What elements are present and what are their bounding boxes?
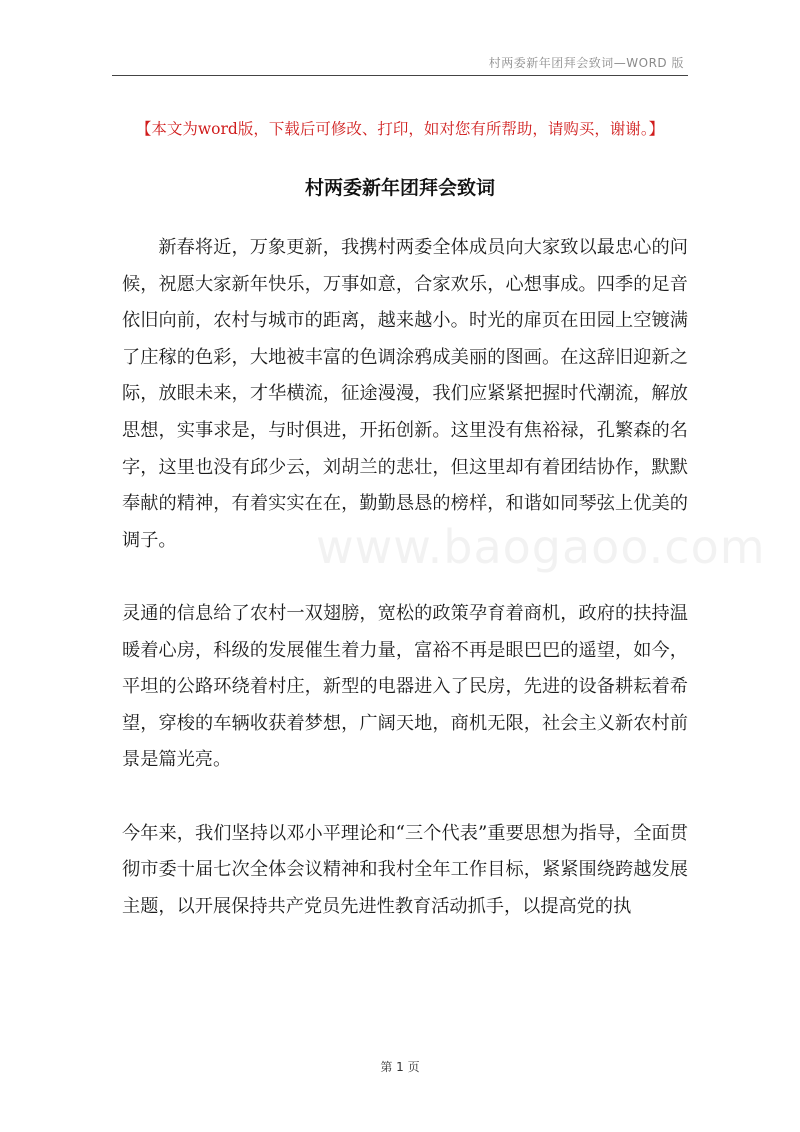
- document-title: 村两委新年团拜会致词: [304, 177, 495, 199]
- paragraph-2: 灵通的信息给了农村一双翅膀，宽松的政策孕育着商机，政府的扶持温暖着心房，科级的发展催生着力量，富裕不再是眼巴巴的遥望，如今，平坦的公路环绕着村庄，新型的电器进入了民房，先进的设备耕耘着希望，穿梭的车辆收获着梦想，广阔天地，商机无限，社会主义新农村前景是篇光亮。: [122, 602, 688, 771]
- paragraph-1: 新春将近，万象更新，我携村两委全体成员向大家致以最忠心的问候，祝愿大家新年快乐，万事如意，合家欢乐，心想事成。四季的足音依旧向前，农村与城市的距离，越来越小。时光的扉页在田园上空镀满了庄稼的色彩，大地被丰富的色调涂鸦成美丽的图画。在这辞旧迎新之际，放眼未来，才华横流，征途漫漫，我们应紧紧把握时代潮流，解放思想，实事求是，与时俱进，开拓创新。这里没有焦裕禄，孔繁森的名字，这里也没有邱少云，刘胡兰的悲壮，但这里却有着团结协作，默默奉献的精神，有着实实在在，勤勤恳恳的榜样，和谐如同琴弦上优美的调子。: [122, 237, 688, 551]
- running-header: 村两委新年团拜会致词—WORD 版: [488, 56, 684, 70]
- header-divider: [112, 75, 688, 76]
- watermark: www.baogaoo.com: [316, 520, 766, 574]
- page-number: 第 1 页: [380, 1060, 420, 1074]
- purchase-notice: 【本文为word版，下载后可修改、打印，如对您有所帮助，请购买，谢谢。】: [135, 120, 665, 138]
- document-body: [122, 230, 688, 925]
- paragraph-gap: [122, 779, 688, 816]
- paragraph-gap: [122, 559, 688, 596]
- paragraph-3: 今年来，我们坚持以邓小平理论和“三个代表”重要思想为指导，全面贯彻市委十届七次全体会议精神和我村全年工作目标，紧紧围绕跨越发展主题，以开展保持共产党员先进性教育活动抓手，以提高党的执: [122, 822, 688, 917]
